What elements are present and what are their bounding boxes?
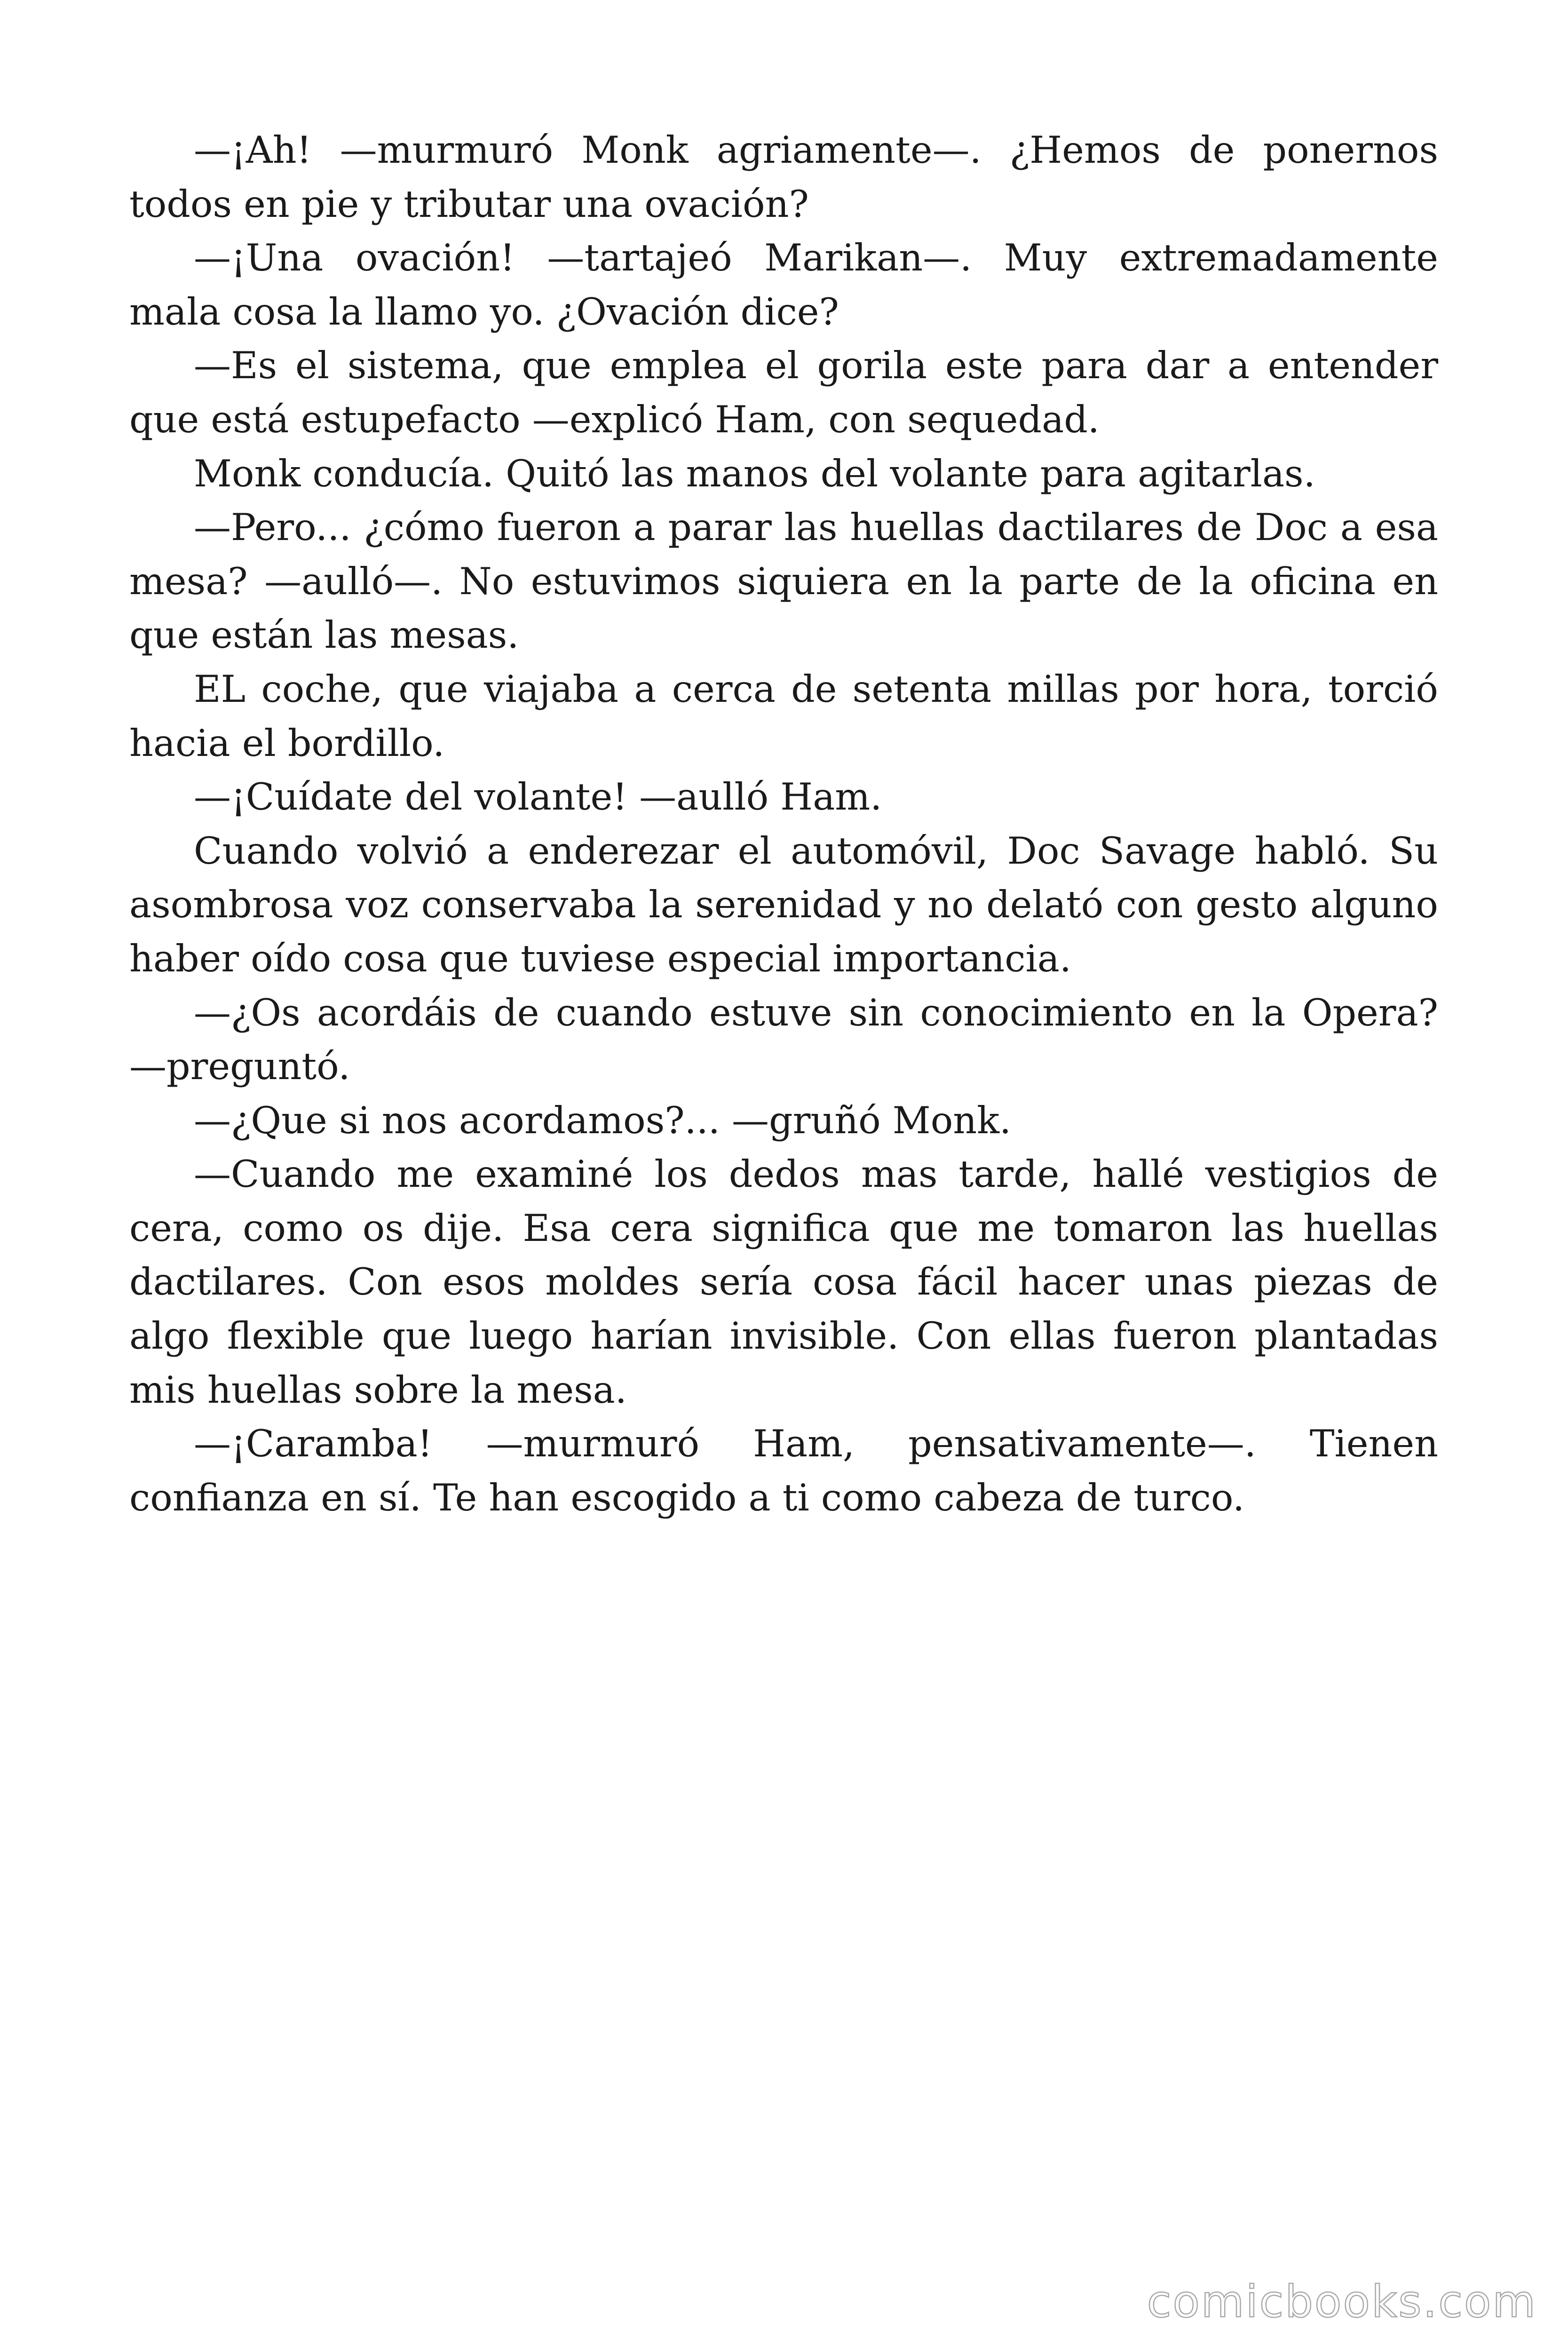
paragraph-5: —Pero... ¿cómo fueron a parar las huellas dactilares de Doc a esa mesa? —aulló—. No estuvimos siquiera en la parte de la oficina en que están las mesas. xyxy=(129,506,1438,657)
paragraph-4: Monk conducía. Quitó las manos del volante para agitarlas. xyxy=(194,452,1315,495)
paragraph-7: —¡Cuídate del volante! —aulló Ham. xyxy=(194,775,882,819)
paragraph-1: —¡Ah! —murmuró Monk agriamente—. ¿Hemos de ponernos todos en pie y tributar una ovación? xyxy=(129,128,1438,226)
paragraph-8: Cuando volvió a enderezar el automóvil, Doc Savage habló. Su asombrosa voz conservaba la serenidad y no delató con gesto alguno haber oído cosa que tuviese especial importancia. xyxy=(129,829,1438,980)
paragraph-9: —¿Os acordáis de cuando estuve sin conocimiento en la Opera? —preguntó. xyxy=(129,991,1438,1089)
paragraph-3: —Es el sistema, que emplea el gorila este para dar a entender que está estupefacto —explicó Ham, con sequedad. xyxy=(129,344,1438,441)
paragraph-6: EL coche, que viajaba a cerca de setenta millas por hora, torció hacia el bordillo. xyxy=(129,667,1438,765)
paragraph-2: —¡Una ovación! —tartajeó Marikan—. Muy extremadamente mala cosa la llamo yo. ¿Ovación dice? xyxy=(129,236,1438,334)
page-body xyxy=(129,123,1438,1525)
paragraph-10: —¿Que si nos acordamos?... —gruñó Monk. xyxy=(194,1098,1012,1142)
paragraph-11: —Cuando me examiné los dedos mas tarde, hallé vestigios de cera, como os dije. Esa cera significa que me tomaron las huellas dactilares. Con esos moldes sería cosa fácil hacer unas piezas de algo flexible que luego harían invisible. Con ellas fueron plantadas mis huellas sobre la mesa. xyxy=(129,1152,1438,1412)
paragraph-12: —¡Caramba! —murmuró Ham, pensativamente—. Tienen confianza en sí. Te han escogido a ti como cabeza de turco. xyxy=(129,1422,1438,1519)
watermark: comicbooks.com xyxy=(1147,2276,1537,2328)
